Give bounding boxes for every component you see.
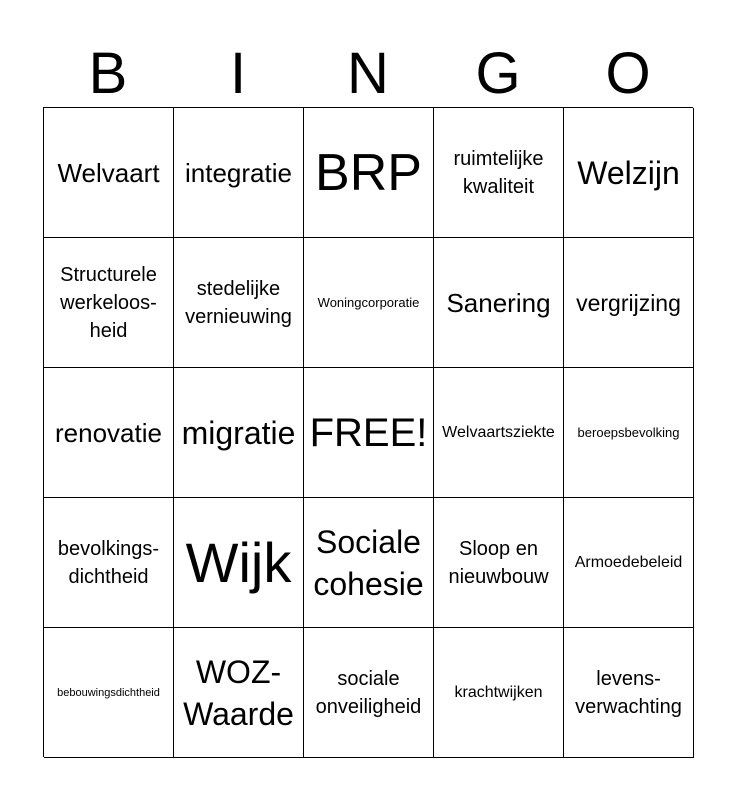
cell-text: WOZ- Waarde (183, 653, 294, 732)
bingo-cell[interactable] (304, 108, 434, 238)
cell-text: Woningcorporatie (317, 295, 420, 310)
bingo-cell[interactable] (44, 498, 174, 628)
bingo-cell[interactable] (564, 628, 694, 758)
bingo-cell[interactable] (44, 628, 174, 758)
cell-text: bebouwingsdichtheid (57, 686, 160, 699)
free-space-text: FREE! (309, 410, 428, 455)
bingo-cell[interactable] (434, 238, 564, 368)
bingo-cell[interactable] (174, 238, 304, 368)
bingo-cell[interactable] (434, 628, 564, 758)
cell-text: levens- verwachting (575, 667, 682, 718)
cell-text: stedelijke vernieuwing (185, 277, 292, 328)
bingo-cell[interactable] (434, 368, 564, 498)
bingo-cell[interactable] (174, 368, 304, 498)
cell-text: krachtwijken (454, 683, 543, 701)
bingo-cell[interactable] (44, 368, 174, 498)
cell-text: Welvaartsziekte (442, 423, 555, 441)
bingo-cell[interactable] (174, 498, 304, 628)
cell-text: Welzijn (577, 154, 680, 191)
header-letter-n: N (347, 41, 389, 106)
cell-text: integratie (185, 157, 292, 188)
cell-text: Structurele werkeloos- heid (60, 263, 157, 342)
header-letter-i: I (229, 41, 247, 106)
cell-text: beroepsbevolking (577, 425, 680, 440)
bingo-cell[interactable] (304, 628, 434, 758)
header-letter-b: B (88, 41, 128, 106)
cell-text: renovatie (55, 417, 162, 448)
bingo-cell[interactable] (304, 238, 434, 368)
bingo-cell[interactable] (564, 238, 694, 368)
cell-text: Sociale cohesie (313, 523, 424, 602)
bingo-cell[interactable] (434, 108, 564, 238)
bingo-cell[interactable] (564, 108, 694, 238)
bingo-cell[interactable] (44, 238, 174, 368)
cell-text: bevolkings- dichtheid (57, 537, 160, 588)
bingo-cell[interactable] (564, 368, 694, 498)
bingo-cell[interactable] (174, 108, 304, 238)
free-space-cell[interactable] (304, 368, 434, 498)
header-letter-o: O (605, 41, 651, 106)
cell-text: sociale onveiligheid (315, 667, 422, 718)
bingo-header (43, 40, 693, 108)
cell-text: vergrijzing (576, 289, 681, 316)
cell-text: Welvaart (57, 157, 160, 188)
header-letter-g: G (475, 41, 521, 106)
cell-text: Sloop en nieuwbouw (448, 537, 549, 588)
cell-text: BRP (315, 143, 422, 202)
bingo-cell[interactable] (174, 628, 304, 758)
bingo-cell[interactable] (304, 498, 434, 628)
bingo-cell[interactable] (564, 498, 694, 628)
cell-text: Wijk (185, 530, 292, 594)
cell-text: Sanering (446, 287, 551, 318)
bingo-cell[interactable] (44, 108, 174, 238)
bingo-cell[interactable] (434, 498, 564, 628)
bingo-board (43, 107, 693, 757)
cell-text: Armoedebeleid (574, 553, 683, 571)
cell-text: ruimtelijke kwaliteit (453, 147, 544, 198)
cell-text: migratie (181, 414, 296, 451)
